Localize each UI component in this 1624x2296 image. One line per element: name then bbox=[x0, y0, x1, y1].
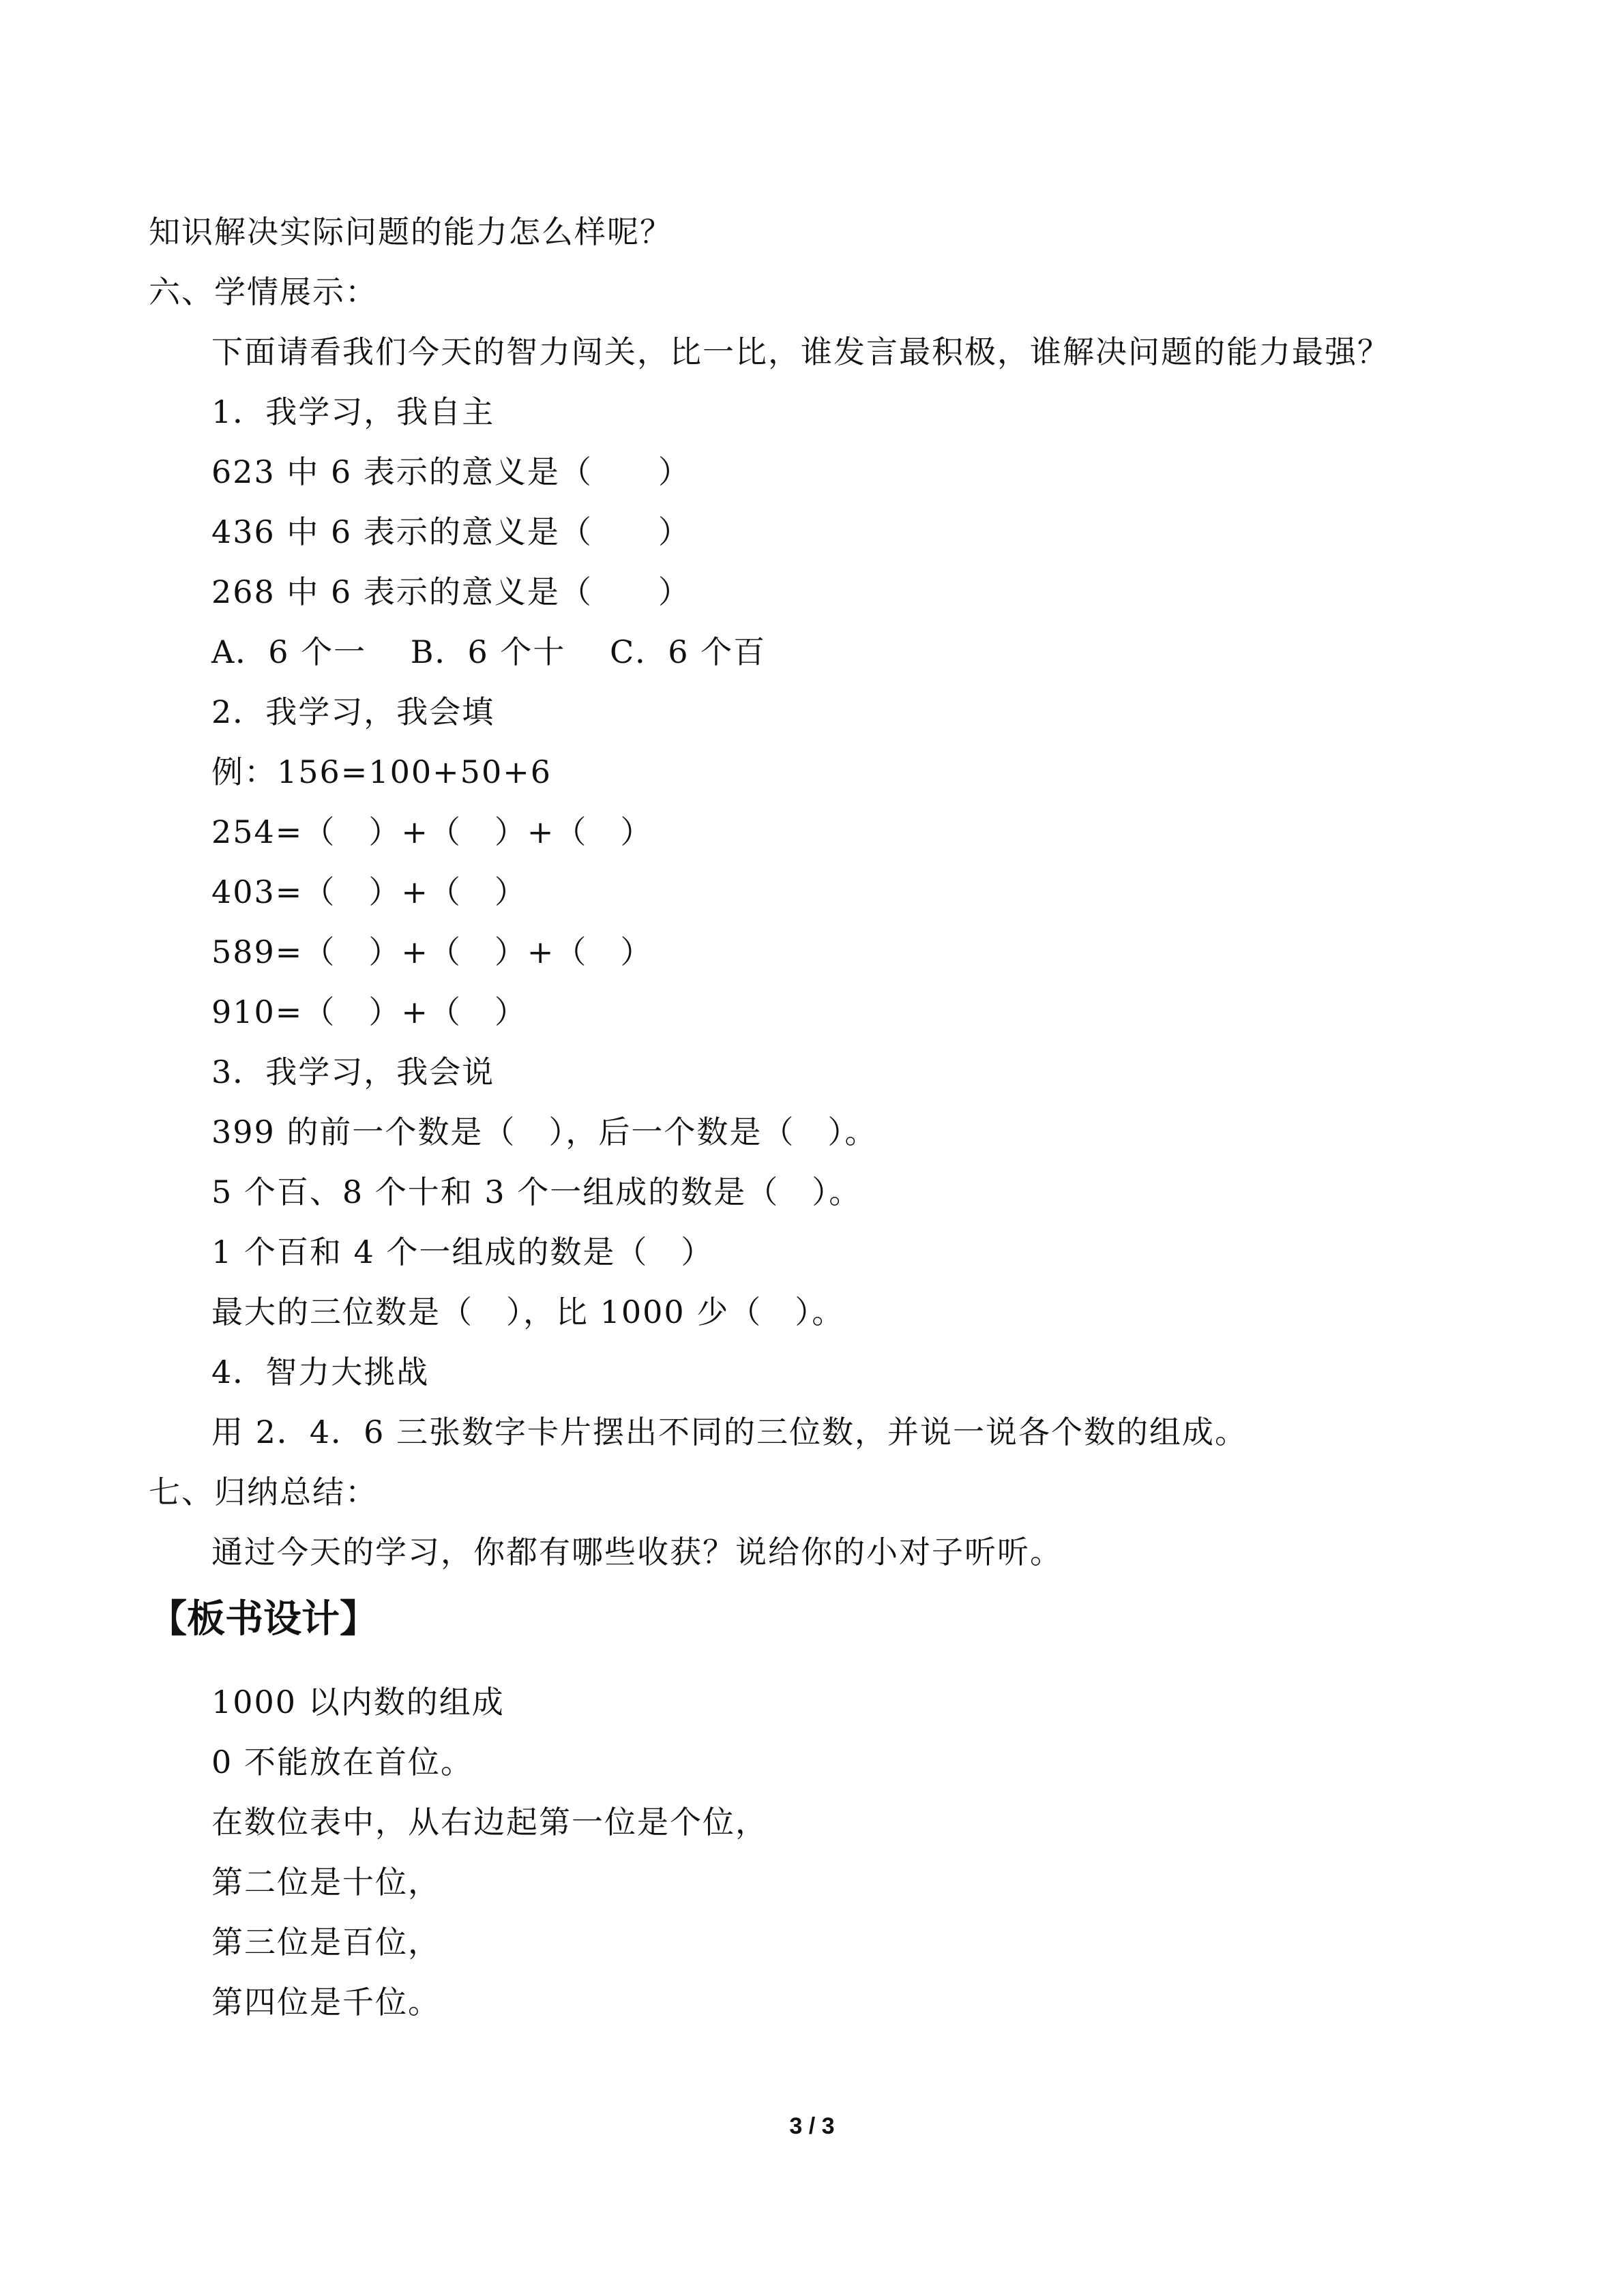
exercise-item: 254=（ ）+（ ）+（ ） bbox=[211, 814, 653, 850]
page-number: 3 / 3 bbox=[789, 2113, 835, 2139]
answer-options: A．6 个一 B．6 个十 C．6 个百 bbox=[211, 633, 767, 670]
exercise-item: 用 2．4．6 三张数字卡片摆出不同的三位数，并说一说各个数的组成。 bbox=[211, 1414, 1248, 1450]
board-line: 在数位表中，从右边起第一位是个位， bbox=[211, 1804, 768, 1840]
exercise-title-2: 2．我学习，我会填 bbox=[211, 694, 495, 730]
section-heading-6: 六、学情展示： bbox=[149, 273, 378, 310]
exercise-item: 最大的三位数是（ ），比 1000 少（ ）。 bbox=[211, 1294, 845, 1330]
exercise-title-3: 3．我学习，我会说 bbox=[211, 1054, 495, 1090]
board-line: 0 不能放在首位。 bbox=[211, 1744, 473, 1780]
text-line: 下面请看我们今天的智力闯关，比一比，谁发言最积极，谁解决问题的能力最强？ bbox=[211, 333, 1390, 370]
exercise-item: 399 的前一个数是（ ），后一个数是（ ）。 bbox=[211, 1114, 878, 1150]
exercise-item: 910=（ ）+（ ） bbox=[211, 994, 527, 1030]
exercise-item: 403=（ ）+（ ） bbox=[211, 874, 527, 910]
board-design-heading: 【板书设计】 bbox=[149, 1597, 378, 1641]
exercise-item: 1 个百和 4 个一组成的数是（ ） bbox=[211, 1234, 714, 1270]
board-line: 第二位是十位， bbox=[211, 1864, 441, 1900]
exercise-item: 589=（ ）+（ ）+（ ） bbox=[211, 934, 653, 970]
exercise-title-1: 1．我学习，我自主 bbox=[211, 393, 495, 430]
board-line: 第三位是百位， bbox=[211, 1924, 441, 1960]
text-line: 知识解决实际问题的能力怎么样呢？ bbox=[149, 213, 673, 250]
board-line: 1000 以内数的组成 bbox=[211, 1684, 505, 1720]
section-heading-7: 七、归纳总结： bbox=[149, 1474, 378, 1510]
exercise-item: 436 中 6 表示的意义是（ ） bbox=[211, 513, 691, 550]
example-line: 例：156=100+50+6 bbox=[211, 754, 552, 790]
exercise-item: 5 个百、8 个十和 3 个一组成的数是（ ）。 bbox=[211, 1174, 862, 1210]
board-line: 第四位是千位。 bbox=[211, 1984, 441, 2021]
exercise-item: 623 中 6 表示的意义是（ ） bbox=[211, 453, 691, 490]
text-line: 通过今天的学习，你都有哪些收获？说给你的小对子听听。 bbox=[211, 1534, 1063, 1570]
exercise-item: 268 中 6 表示的意义是（ ） bbox=[211, 573, 691, 610]
exercise-title-4: 4．智力大挑战 bbox=[211, 1354, 430, 1390]
